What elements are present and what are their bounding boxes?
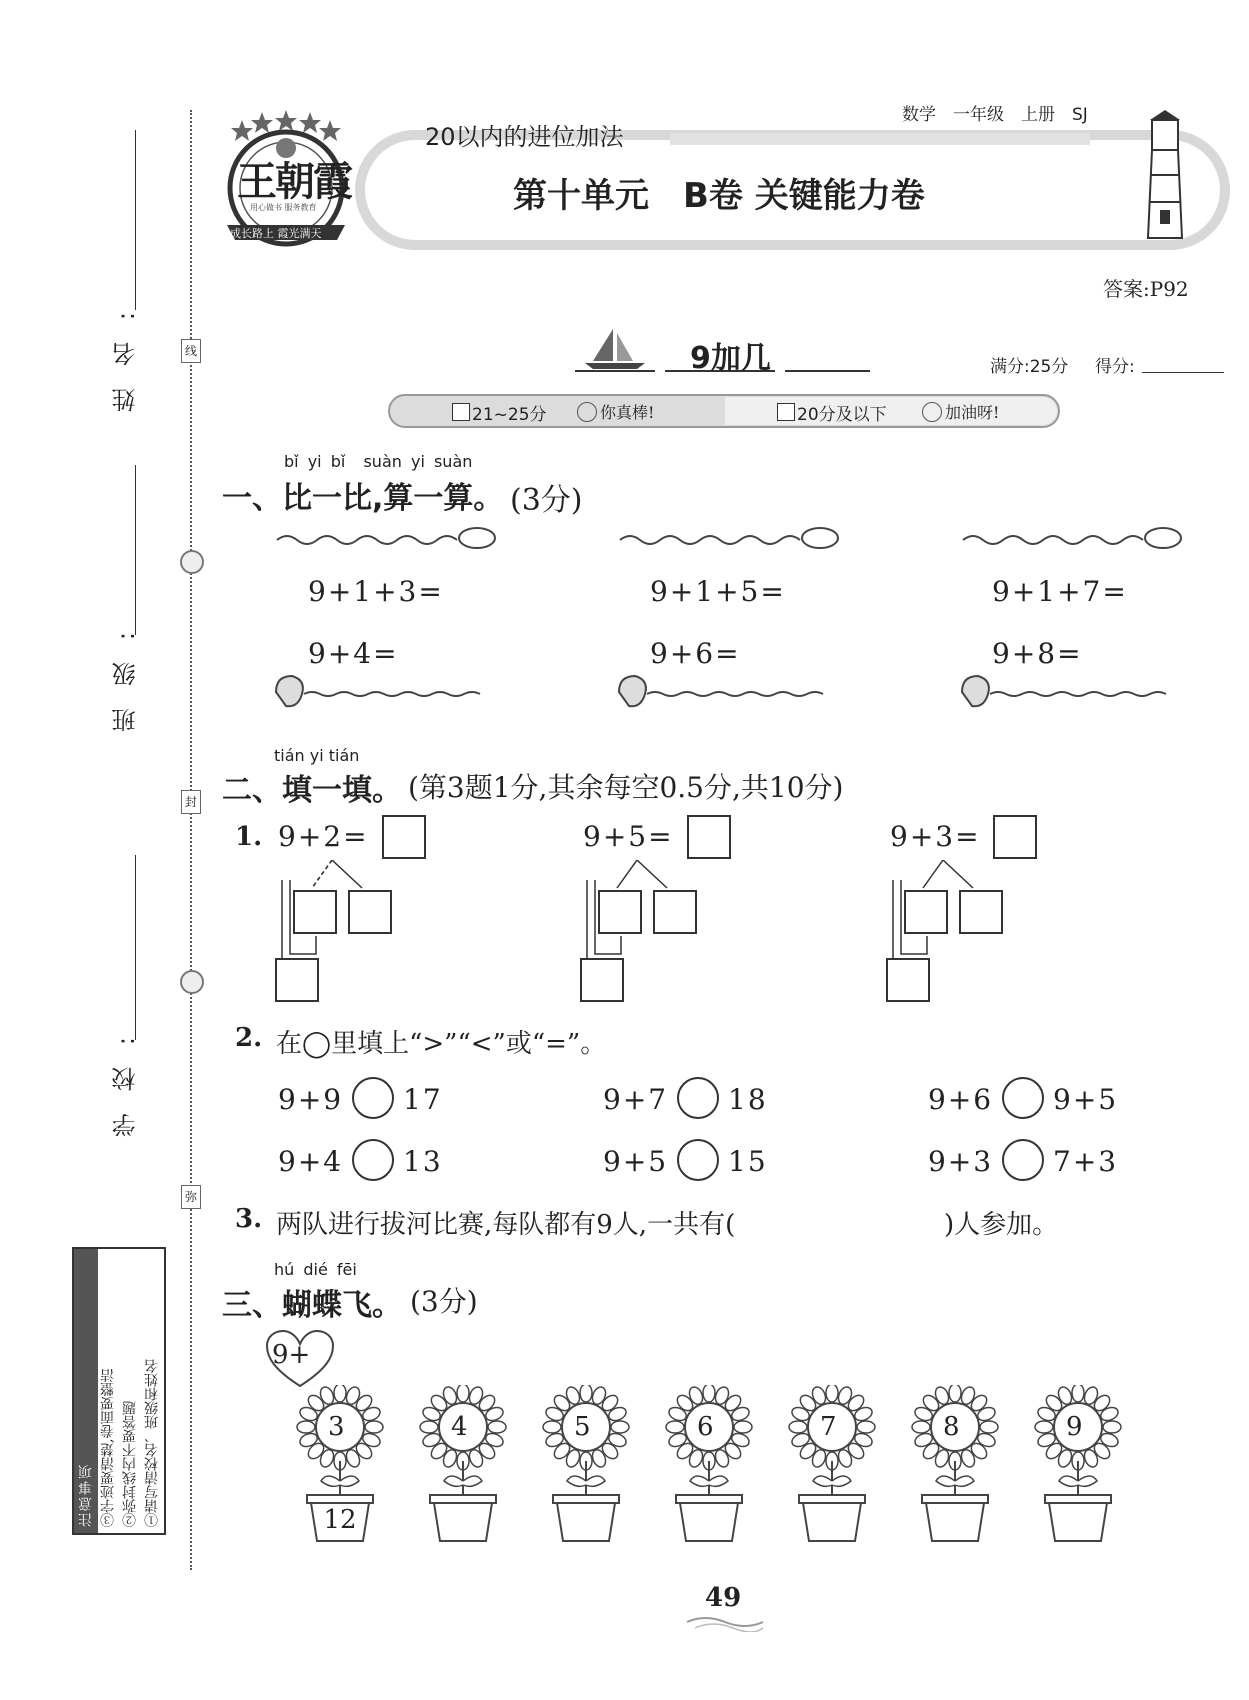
calc-expression: 9+6= [650,637,741,670]
compare-right: 15 [728,1145,768,1178]
calc-expression: 9+1+5= [650,575,786,608]
flower-number: 3 [328,1412,345,1442]
wave-ornament-icon [685,1612,765,1632]
seal-tag-seal: 封 [181,790,201,814]
split-box-right[interactable] [653,890,697,934]
decor-dot-icon [180,970,204,994]
compare-left: 9+5 [603,1145,669,1178]
calc-expression: 9+1+7= [992,575,1128,608]
smile-face-icon [577,402,597,422]
seal-tag-line: 线 [181,339,201,363]
seal-tag-you: 弥 [181,1185,201,1209]
split-box-left[interactable] [598,890,642,934]
header-stripe [670,133,1090,145]
answer-box[interactable] [993,815,1037,859]
calc-expression: 9+4= [308,637,399,670]
compare-right: 9+5 [1053,1083,1119,1116]
section2-title: 二、填一填。 [222,773,402,808]
section2-score: (第3题1分,其余每空0.5分,共10分) [408,771,844,804]
lighthouse-icon [1140,110,1190,240]
flower-number: 6 [697,1412,714,1442]
unit-topic: 20以内的进位加法 [425,123,624,151]
answer-box[interactable] [687,815,731,859]
flower-number: 5 [574,1412,591,1442]
compare-left: 9+3 [928,1145,994,1178]
q1-expression: 9+2= [278,820,369,853]
ten-box[interactable] [275,958,319,1002]
q1-number: 1. [235,822,263,852]
title-underline-left [575,370,655,372]
pot-answer[interactable] [568,1505,604,1539]
pot-answer[interactable]: 12 [323,1505,357,1535]
shell-wave-icon [272,672,512,712]
split-box-left[interactable] [293,890,337,934]
rating-high-checkbox[interactable] [452,403,470,421]
calc-expression: 9+8= [992,637,1083,670]
lesson-title: 9加几 [690,341,771,376]
calc-expression: 9+1+3= [308,575,444,608]
rating-low-checkbox[interactable] [777,403,795,421]
q3-text: 两队进行拔河比赛,每队都有9人,一共有( [276,1210,736,1240]
rating-high-label: 21~25分 [472,405,547,425]
brand-motto: 用心做书 服务教育 [250,203,317,212]
decor-dot-icon [180,550,204,574]
butterfly-label: 9+ [272,1340,311,1370]
pot-answer[interactable] [814,1505,850,1539]
ten-box[interactable] [886,958,930,1002]
compare-right: 18 [728,1083,768,1116]
name-field-line[interactable] [135,130,136,310]
title-underline-right [785,370,870,372]
shell-wave-icon [615,672,855,712]
compare-left: 9+6 [928,1083,994,1116]
q3-number: 3. [235,1204,263,1234]
flower-number: 8 [943,1412,960,1442]
flower-number: 9 [1066,1412,1083,1442]
page-number: 49 [705,1583,742,1613]
answer-reference: 答案:P92 [1103,277,1189,301]
split-box-right[interactable] [348,890,392,934]
whale-wave-icon [958,520,1193,550]
rating-low-msg: 加油呀! [945,403,1000,422]
flower-number: 4 [451,1412,468,1442]
school-field-line[interactable] [135,855,136,1040]
compare-right: 17 [403,1083,443,1116]
compare-right: 13 [403,1145,443,1178]
notice-box [72,1247,166,1535]
compare-circle[interactable] [677,1077,719,1119]
q2-text: 在◯里填上“>”“<”或“=”。 [276,1029,607,1059]
compare-right: 7+3 [1053,1145,1119,1178]
name-label: 姓名: [112,290,140,413]
pot-answer[interactable] [691,1505,727,1539]
score-label: 得分: [1095,357,1135,377]
split-box-left[interactable] [904,890,948,934]
subject-info: 数学 一年级 上册 SJ [902,105,1088,125]
rating-high-msg: 你真棒! [600,403,655,422]
page-title: 第十单元 B卷 关键能力卷 [513,176,925,216]
q3-text-end: )人参加。 [944,1210,1059,1240]
compare-left: 9+9 [278,1083,344,1116]
section3-pinyin: hú dié fēi [274,1260,357,1279]
sailboat-icon [575,325,655,373]
q1-expression: 9+3= [890,820,981,853]
ten-box[interactable] [580,958,624,1002]
shell-wave-icon [958,672,1198,712]
pot-answer[interactable] [445,1505,481,1539]
answer-box[interactable] [382,815,426,859]
class-field-line[interactable] [135,465,136,635]
brand-name: 王朝霞 [237,159,351,205]
compare-circle[interactable] [352,1139,394,1181]
pot-answer[interactable] [1060,1505,1096,1539]
school-label: 学校: [112,1015,140,1138]
section1-pinyin: bǐ yi bǐ suàn yi suàn [284,452,473,471]
compare-left: 9+7 [603,1083,669,1116]
compare-left: 9+4 [278,1145,344,1178]
rating-bar-right [725,397,1057,425]
compare-circle[interactable] [1002,1077,1044,1119]
flower-number: 7 [820,1412,837,1442]
q2-number: 2. [235,1023,263,1053]
notice-item: ③字迹要清楚,卷面要整洁 [100,1368,116,1527]
q1-expression: 9+5= [583,820,674,853]
full-score: 满分:25分 [990,357,1069,377]
score-input-line[interactable] [1142,372,1224,373]
section3-score: (3分) [410,1285,478,1318]
section1-score: (3分) [510,483,583,518]
section1-title: 一、比一比,算一算。 [222,481,504,516]
compare-circle[interactable] [677,1139,719,1181]
brand-slogan: 成长路上 霞光满天 [230,227,322,240]
section2-pinyin: tián yi tián [274,746,360,765]
notice-item: ①请写清校名、班级和姓名 [144,1359,160,1527]
compare-circle[interactable] [1002,1139,1044,1181]
section3-title: 三、蝴蝶飞。 [222,1288,402,1323]
notice-title: 注意事项 [78,1463,94,1527]
split-box-right[interactable] [959,890,1003,934]
whale-wave-icon [272,520,507,550]
compare-circle[interactable] [352,1077,394,1119]
notice-item: ②弥封线内不要答题 [122,1401,138,1527]
cheer-face-icon [922,402,942,422]
pot-answer[interactable] [937,1505,973,1539]
q3-answer-blank[interactable] [874,1200,944,1236]
binding-dotted-line [190,110,192,1570]
class-label: 班级: [112,610,140,733]
rating-low-label: 20分及以下 [797,405,887,425]
whale-wave-icon [615,520,850,550]
